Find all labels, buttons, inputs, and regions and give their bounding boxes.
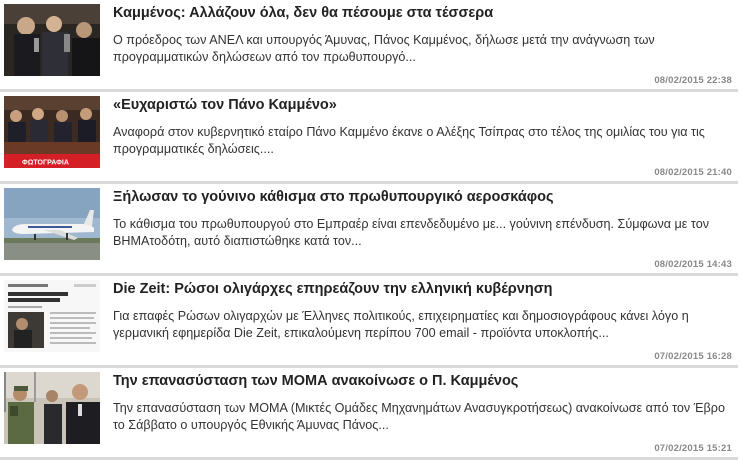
article-thumbnail[interactable] <box>4 96 100 168</box>
news-item[interactable] <box>0 0 740 92</box>
newspaper-page-image <box>4 280 100 352</box>
news-item[interactable] <box>0 92 740 184</box>
article-thumbnail[interactable] <box>4 280 100 352</box>
article-title[interactable]: Την επανασύσταση των ΜΟΜΑ ανακοίνωσε ο Π. Καμμένος <box>113 373 519 389</box>
parliament-photo-image <box>4 96 100 168</box>
article-summary: Αναφορά στον κυβερνητικό εταίρο Πάνο Καμμένο έκανε ο Αλέξης Τσίπρας στο τέλος της ομιλίας του για τις προγραμματικές δηλώσεις.... <box>113 125 705 156</box>
article-summary: Για επαφές Ρώσων ολιγαρχών με Έλληνες πολιτικούς, επιχειρηματίες και δημοσιογράφους κάνει λόγο η γερμανική εφημερίδα Die Zeit, επικαλούμενη περίπου 700 email - προϊόντα υποκλοπής... <box>113 309 689 340</box>
military-photo-image <box>4 372 100 444</box>
article-summary: Την επανασύσταση των ΜΟΜΑ (Μικτές Ομάδες Μηχανημάτων Ανασυγκροτήσεως) ανακοίνωσε από τον Έβρο το Σάββατο ο υπουργός Εθνικής Άμυνας Πάνος... <box>113 401 725 432</box>
article-date: 08/02/2015 14:43 <box>654 259 732 270</box>
article-date: 08/02/2015 21:40 <box>654 167 732 178</box>
article-title[interactable]: Καμμένος: Αλλάζουν όλα, δεν θα πέσουμε στα τέσσερα <box>113 5 494 21</box>
news-item[interactable] <box>0 276 740 368</box>
news-item[interactable] <box>0 368 740 460</box>
article-title[interactable]: Ξήλωσαν το γούνινο κάθισμα στο πρωθυπουργικό αεροσκάφος <box>113 189 554 205</box>
news-item[interactable] <box>0 184 740 276</box>
article-thumbnail[interactable] <box>4 4 100 76</box>
photo-badge: ΦΩΤΟΓΡΑΦΙΑ <box>22 159 69 167</box>
article-summary: Το κάθισμα του πρωθυπουργού στο Εμπραέρ είναι επενδεδυμένο με... γούνινη επένδυση. Σύμφωνα με τον ΒΗΜΑτοδότη, αυτό διαπιστώθηκε κατά τον... <box>113 217 710 248</box>
airplane-photo-image <box>4 188 100 260</box>
article-date: 08/02/2015 22:38 <box>654 75 732 86</box>
article-date: 07/02/2015 15:21 <box>654 443 732 454</box>
article-title[interactable]: Die Zeit: Ρώσοι ολιγάρχες επηρεάζουν την ελληνική κυβέρνηση <box>113 281 553 297</box>
article-date: 07/02/2015 16:28 <box>654 351 732 362</box>
article-thumbnail[interactable] <box>4 188 100 260</box>
article-thumbnail[interactable] <box>4 372 100 444</box>
article-title[interactable]: «Ευχαριστώ τον Πάνο Καμμένο» <box>113 97 337 113</box>
press-photo-image <box>4 4 100 76</box>
article-summary: Ο πρόεδρος των ΑΝΕΛ και υπουργός Άμυνας, Πάνος Καμμένος, δήλωσε μετά την ανάγνωση των προγραμματικών δηλώσεων από τον πρωθυπουργό... <box>113 33 655 64</box>
